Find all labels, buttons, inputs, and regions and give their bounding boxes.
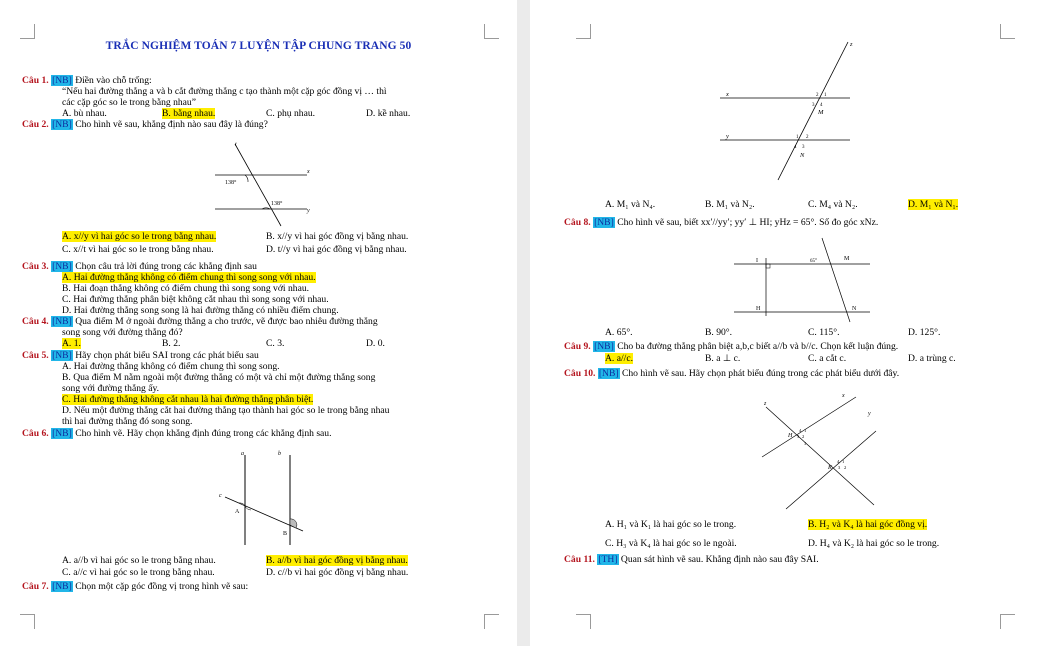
option-d[interactable]: D. t//y vì hai góc đồng vị bằng nhau. — [266, 244, 407, 255]
document-title: TRẮC NGHIỆM TOÁN 7 LUYỆN TẬP CHUNG TRANG 50 — [105, 40, 412, 52]
question-text: Điền vào chỗ trống: — [75, 75, 152, 86]
question-7 — [22, 581, 248, 592]
option-c[interactable]: C. H₃ và K₄ là hai góc so le ngoài. — [605, 538, 737, 549]
question-label: Câu 1. — [22, 75, 49, 86]
question-label: Câu 8. — [564, 217, 591, 228]
page-right — [530, 0, 1045, 646]
option-d[interactable]: D. c//b vì hai góc đồng vị bằng nhau. — [266, 567, 409, 578]
page-left — [0, 0, 517, 646]
point-label-a: A — [235, 509, 240, 515]
point-label-m: M — [844, 256, 850, 262]
svg-text:1: 1 — [796, 135, 799, 140]
line-label-x: x — [307, 169, 310, 175]
option-d[interactable]: D. Nếu một đường thẳng cắt hai đường thẳng tạo thành hai góc so le trong bằng nhau — [62, 405, 390, 416]
line-label-y: y — [726, 133, 729, 140]
question-10 — [564, 368, 899, 379]
svg-text:1: 1 — [842, 459, 845, 464]
figure-q10 — [752, 387, 882, 517]
crop-mark — [1000, 614, 1015, 629]
question-text-line: các cặp góc so le trong bằng nhau” — [62, 97, 196, 108]
option-a[interactable]: A. 1. — [62, 338, 81, 349]
level-tag: [NB] — [594, 341, 614, 352]
option-b[interactable]: B. x//y vì hai góc đồng vị bằng nhau. — [266, 231, 409, 242]
question-6 — [22, 428, 332, 439]
svg-text:2: 2 — [802, 434, 805, 439]
line-label-y: y — [307, 208, 310, 214]
level-tag: [TH] — [598, 554, 618, 565]
question-text: Cho ba đường thẳng phân biệt a,b,c biết a//b và b//c. Chọn kết luận đúng. — [617, 341, 899, 352]
option-a[interactable]: A. 65°. — [605, 327, 633, 338]
question-label: Câu 11. — [564, 554, 595, 565]
line-label-z: z — [764, 401, 767, 407]
option-b[interactable]: B. Hai đoạn thẳng không có điểm chung thì song song với nhau. — [62, 283, 310, 294]
question-9 — [564, 341, 898, 352]
svg-text:2: 2 — [806, 135, 809, 140]
point-label-n: N — [852, 306, 857, 312]
level-tag: [NB] — [598, 368, 619, 379]
option-c[interactable]: C. a//c vì hai góc so le trong bằng nhau. — [62, 567, 215, 578]
point-label-k: K — [828, 465, 833, 471]
svg-text:3: 3 — [804, 441, 807, 446]
question-text: Hãy chọn phát biểu SAI trong các phát biểu sau — [75, 350, 259, 361]
crop-mark — [484, 24, 499, 39]
point-label-h: H — [788, 433, 793, 439]
question-text: Cho hình vẽ sau. Hãy chọn phát biểu đúng trong các phát biểu dưới đây. — [621, 368, 900, 379]
question-text: Cho hình vẽ. Hãy chọn khẳng định đúng trong các khẳng định sau. — [75, 428, 332, 439]
option-b[interactable]: B. Qua điểm M nằm ngoài một đường thẳng có một và chỉ một đường thẳng song — [62, 372, 376, 383]
option-a[interactable]: A. x//y vì hai góc so le trong bằng nhau. — [62, 231, 217, 242]
svg-text:4: 4 — [794, 145, 797, 150]
option-c[interactable]: C. Hai đường thẳng không cắt nhau là hai đường thẳng phân biệt. — [62, 394, 314, 405]
svg-text:4: 4 — [837, 459, 840, 464]
point-label-b: B — [283, 531, 288, 537]
crop-mark — [484, 614, 499, 629]
level-tag: [NB] — [52, 316, 72, 327]
line-label-t: t — [235, 142, 237, 148]
level-tag: [NB] — [52, 581, 72, 592]
svg-text:3: 3 — [838, 465, 841, 470]
question-text-line: “Nếu hai đường thẳng a và b cắt đường thẳng c tạo thành một cặp góc đồng vị … thì — [62, 86, 387, 97]
line-label-x: x — [842, 393, 845, 399]
option-b-text: B. a//b vì hai góc đồng vị bằng nhau. — [266, 555, 408, 566]
svg-text:1: 1 — [804, 428, 807, 433]
figure-q8 — [730, 232, 880, 324]
question-4 — [22, 316, 378, 327]
option-b[interactable]: B. H₂ và K₄ là hai góc đồng vị. — [808, 519, 928, 530]
point-label-m: M — [818, 109, 824, 116]
option-a[interactable]: A. bù nhau. — [62, 108, 107, 119]
svg-text:2: 2 — [844, 465, 847, 470]
svg-text:4: 4 — [820, 103, 823, 108]
question-5 — [22, 350, 259, 361]
question-label: Câu 3. — [22, 261, 49, 272]
question-1 — [22, 75, 152, 86]
option-a[interactable]: A. Hai đường thẳng không có điểm chung thì song song. — [62, 361, 280, 372]
level-tag: [NB] — [52, 350, 72, 361]
option-b[interactable]: B. M₁ và N₂. — [705, 199, 755, 210]
option-c[interactable]: C. Hai đường thẳng phân biệt không cắt nhau thì song song với nhau. — [62, 294, 329, 305]
question-label: Câu 5. — [22, 350, 49, 361]
option-a[interactable]: A. Hai đường thẳng không có điểm chung thì song song với nhau. — [62, 272, 316, 283]
option-b-cont: song với đường thẳng ấy. — [62, 383, 160, 394]
question-label: Câu 6. — [22, 428, 49, 439]
question-label: Câu 4. — [22, 316, 49, 327]
level-tag: [NB] — [52, 119, 72, 130]
option-c[interactable]: C. 115°. — [808, 327, 840, 338]
angle-label: 65° — [810, 259, 817, 264]
point-label-h: H — [756, 306, 761, 312]
line-label-y: y — [868, 411, 871, 417]
line-label-a: a — [241, 451, 244, 457]
question-label: Câu 9. — [564, 341, 591, 352]
svg-text:3: 3 — [802, 145, 805, 150]
option-a[interactable] — [605, 353, 633, 364]
question-text: Cho hình vẽ sau, khẳng định nào sau đây là đúng? — [75, 119, 268, 130]
question-label: Câu 7. — [22, 581, 49, 592]
point-label-i: I — [756, 258, 758, 264]
option-b[interactable]: B. bằng nhau. — [162, 108, 216, 119]
svg-text:1: 1 — [824, 93, 827, 98]
option-d-cont: thì hai đường thẳng đó song song. — [62, 416, 193, 427]
line-label-x: x — [726, 91, 729, 98]
option-d[interactable]: D. 125°. — [908, 327, 941, 338]
figure-q6 — [215, 447, 305, 547]
question-label: Câu 10. — [564, 368, 596, 379]
question-text: Quan sát hình vẽ sau. Khẳng định nào sau đây SAI. — [620, 554, 819, 565]
angle-label: 138° — [271, 201, 283, 207]
line-label-c: c — [219, 493, 222, 499]
option-c[interactable]: C. a cắt c. — [808, 353, 847, 364]
question-11 — [564, 554, 819, 565]
level-tag: [NB] — [594, 217, 614, 228]
option-d[interactable]: D. H₄ và K₂ là hai góc so le trong. — [808, 538, 940, 549]
option-c[interactable]: C. M₄ và N₂. — [808, 199, 858, 210]
question-text: Cho hình vẽ sau, biết xx′//yy′; yy′ ⊥ HI; yHz = 65°. Số đo góc xNz. — [617, 217, 879, 228]
line-label-b: b — [278, 451, 281, 457]
crop-mark — [20, 24, 35, 39]
option-c[interactable]: C. 3. — [266, 338, 285, 349]
question-label: Câu 2. — [22, 119, 49, 130]
level-tag: [NB] — [52, 75, 72, 86]
option-b[interactable] — [266, 555, 408, 566]
option-d[interactable]: D. M₁ và N₁. — [908, 199, 959, 210]
option-a[interactable]: A. M₁ và N₄. — [605, 199, 656, 210]
crop-mark — [576, 24, 591, 39]
question-text-line: song song với đường thẳng đó? — [62, 327, 183, 338]
option-c[interactable]: C. phụ nhau. — [266, 108, 316, 119]
question-2 — [22, 119, 268, 130]
point-label-n: N — [800, 152, 805, 159]
option-d[interactable]: D. kề nhau. — [366, 108, 411, 119]
svg-text:3: 3 — [812, 103, 815, 108]
option-d[interactable]: D. 0. — [366, 338, 385, 349]
option-d[interactable]: D. Hai đường thẳng song song là hai đường thẳng có nhiều điểm chung. — [62, 305, 339, 316]
option-a-text: A. a//c. — [605, 353, 633, 364]
question-text: Chọn một cặp góc đồng vị trong hình vẽ sau: — [75, 581, 249, 592]
level-tag: [NB] — [52, 428, 72, 439]
option-d[interactable]: D. a trùng c. — [908, 353, 956, 364]
question-text: Qua điểm M ở ngoài đường thẳng a cho trước, vẽ được bao nhiêu đường thẳng — [75, 316, 378, 327]
level-tag: [NB] — [52, 261, 72, 272]
svg-text:4: 4 — [799, 428, 802, 433]
question-text: Chọn câu trả lời đúng trong các khẳng định sau — [75, 261, 257, 272]
angle-label: 138° — [225, 180, 237, 186]
line-label-z: z — [850, 41, 853, 48]
option-b[interactable]: B. 2. — [162, 338, 181, 349]
svg-text:2: 2 — [816, 93, 819, 98]
svg-text:3: 3 — [797, 434, 800, 439]
crop-mark — [1000, 24, 1015, 39]
figure-q2 — [215, 138, 315, 228]
question-8 — [564, 217, 878, 228]
option-a[interactable]: A. H₁ và K₁ là hai góc so le trong. — [605, 519, 737, 530]
question-3 — [22, 261, 257, 272]
option-b[interactable]: B. 90°. — [705, 327, 733, 338]
option-b[interactable]: B. a ⊥ c. — [705, 353, 741, 364]
option-c[interactable]: C. x//t vì hai góc so le trong bằng nhau. — [62, 244, 214, 255]
crop-mark — [20, 614, 35, 629]
crop-mark — [576, 614, 591, 629]
option-a[interactable]: A. a//b vì hai góc so le trong bằng nhau. — [62, 555, 216, 566]
figure-q7 — [720, 34, 860, 184]
